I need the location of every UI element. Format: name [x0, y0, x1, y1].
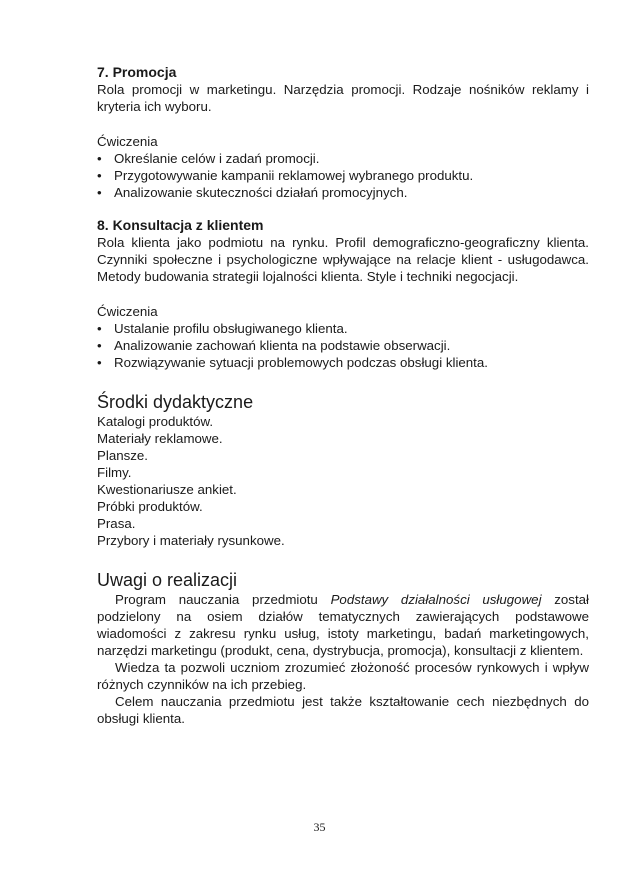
list-item: Filmy. — [97, 465, 132, 480]
bullet-icon: • — [97, 185, 102, 200]
section-7 — [97, 64, 589, 201]
page-content — [97, 64, 589, 727]
didactic-title: Środki dydaktyczne — [97, 392, 254, 412]
remarks-paragraph-3: Celem nauczania przedmiotu jest także kształtowanie cech niezbędnych do obsługi klienta. — [97, 694, 589, 726]
section-7-title: 7. Promocja — [97, 64, 177, 80]
list-item: • Rozwiązywanie sytuacji problemowych podczas obsługi klienta. — [97, 355, 488, 370]
list-item: • Analizowanie skuteczności działań promocyjnych. — [97, 185, 408, 200]
bullet-icon: • — [97, 355, 102, 370]
list-item: Materiały reklamowe. — [97, 431, 223, 446]
list-item: Katalogi produktów. — [97, 414, 214, 429]
list-item: • Analizowanie zachowań klienta na podstawie obserwacji. — [97, 338, 451, 353]
list-item: • Ustalanie profilu obsługiwanego klienta. — [97, 321, 348, 336]
remarks-paragraph-1: Program nauczania przedmiotu Podstawy działalności usługowej został podzielony na osiem działów tematycznych zawierających podstawowe wiadomości z zakresu rynku usług, istoty marketingu, badań marketingowych, narzędzi marketingu (produkt, cena, dystrybucja, promocja), konsultacji z klientem. — [97, 592, 589, 658]
section-7-text: Rola promocji w marketingu. Narzędzia promocji. Rodzaje nośników reklamy i kryteria ich wyboru. — [97, 82, 589, 114]
section-8-text: Rola klienta jako podmiotu na rynku. Profil demograficzno-geograficzny klienta. Czynniki społeczne i psychologiczne wpływające na relacje klient - usługodawca. Metody budowania strategii lojalności klienta. Style i techniki negocjacji. — [97, 235, 589, 284]
list-item: Plansze. — [97, 448, 148, 463]
remarks-paragraph-2: Wiedza ta pozwoli uczniom zrozumieć złożoność procesów rynkowych i wpływ różnych czynników na ich przebieg. — [97, 660, 589, 692]
list-item: • Przygotowywanie kampanii reklamowej wybranego produktu. — [97, 168, 474, 183]
remarks-title: Uwagi o realizacji — [97, 570, 238, 590]
didactic-section — [97, 391, 589, 549]
remarks-section — [97, 569, 589, 727]
list-item: • Określanie celów i zadań promocji. — [97, 151, 320, 166]
list-item: Prasa. — [97, 516, 136, 531]
didactic-list — [97, 413, 589, 549]
bullet-icon: • — [97, 168, 102, 183]
bullet-icon: • — [97, 338, 102, 353]
page-number: 35 — [313, 820, 326, 834]
list-item: Kwestionariusze ankiet. — [97, 482, 237, 497]
section-8 — [97, 217, 589, 371]
bullet-icon: • — [97, 151, 102, 166]
section-8-exercises — [97, 320, 589, 371]
section-7-exercises-label: Ćwiczenia — [97, 134, 158, 149]
section-8-exercises-label: Ćwiczenia — [97, 304, 158, 319]
bullet-icon: • — [97, 321, 102, 336]
section-7-exercises — [97, 150, 589, 201]
list-item: Przybory i materiały rysunkowe. — [97, 533, 285, 548]
section-8-title: 8. Konsultacja z klientem — [97, 217, 264, 233]
list-item: Próbki produktów. — [97, 499, 203, 514]
